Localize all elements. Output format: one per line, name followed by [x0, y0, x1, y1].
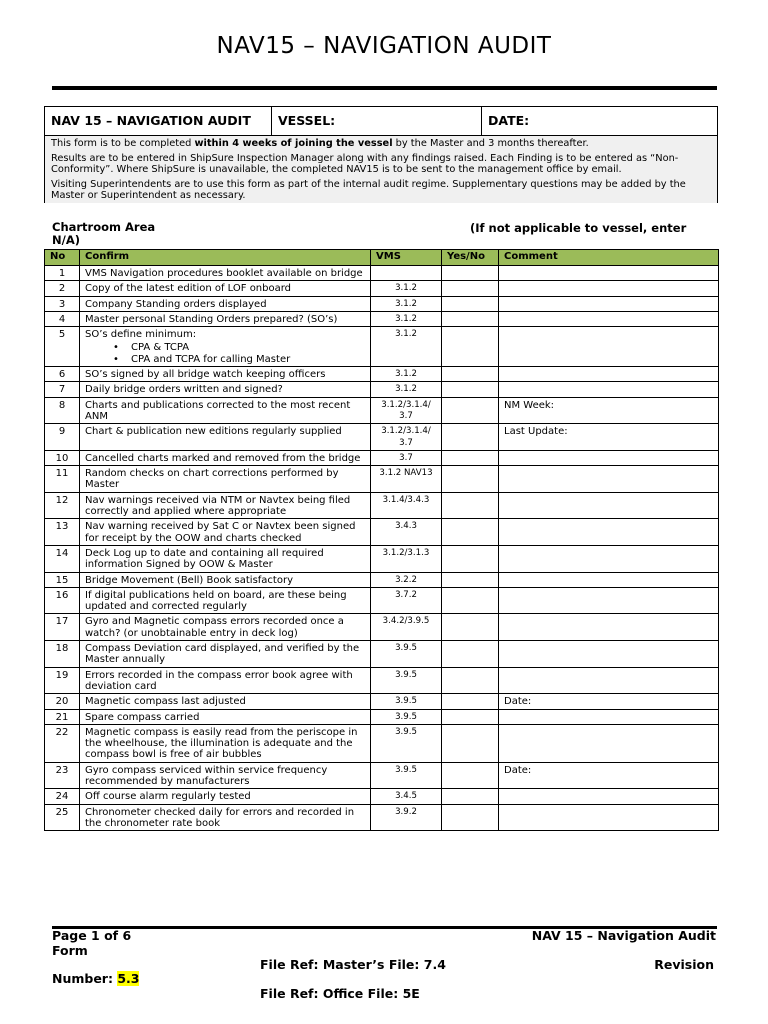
row-number: 12	[45, 492, 80, 519]
instruction-1-bold: within 4 weeks of joining the vessel	[194, 138, 393, 149]
row-comment-field[interactable]	[499, 327, 719, 367]
row-comment-field[interactable]	[499, 519, 719, 546]
row-number: 13	[45, 519, 80, 546]
row-vms-ref: 3.9.5	[371, 641, 442, 668]
row-confirm	[80, 694, 371, 709]
row-comment-field[interactable]: Date:	[499, 762, 719, 789]
row-vms-ref: 3.7	[371, 450, 442, 465]
row-confirm	[80, 519, 371, 546]
table-row	[45, 789, 719, 804]
row-comment-field[interactable]	[499, 614, 719, 641]
table-row	[45, 804, 719, 831]
table-row	[45, 296, 719, 311]
row-vms-ref: 3.9.5	[371, 667, 442, 694]
row-number: 6	[45, 367, 80, 382]
row-comment-field[interactable]	[499, 311, 719, 326]
row-comment-field[interactable]	[499, 492, 719, 519]
row-confirm	[80, 545, 371, 572]
section-note: (If not applicable to vessel, enter	[470, 221, 687, 235]
row-confirm	[80, 367, 371, 382]
row-number: 16	[45, 587, 80, 614]
row-confirm-text: Copy of the latest edition of LOF onboard	[85, 283, 292, 295]
row-number: 20	[45, 694, 80, 709]
table-row	[45, 327, 719, 367]
row-comment-field[interactable]	[499, 296, 719, 311]
row-confirm	[80, 450, 371, 465]
row-vms-ref: 3.1.2	[371, 296, 442, 311]
table-row	[45, 587, 719, 614]
row-confirm	[80, 614, 371, 641]
instructions	[45, 136, 717, 203]
row-bullet-item: • CPA & TCPA	[113, 342, 365, 353]
row-vms-ref: 3.9.5	[371, 724, 442, 762]
footer-doc-title: NAV 15 – Navigation Audit	[531, 928, 716, 943]
row-vms-ref: 3.1.2	[371, 327, 442, 367]
table-row	[45, 466, 719, 493]
row-number: 23	[45, 762, 80, 789]
instruction-1	[51, 138, 711, 150]
row-confirm-text: VMS Navigation procedures booklet available on bridge	[85, 268, 363, 279]
audit-table	[44, 249, 719, 831]
row-confirm-text: Magnetic compass is easily read from the periscope in the wheelhouse, the illumination is adequate and the compass bowl is free of air bubbles	[85, 726, 358, 761]
instruction-1-pre: This form is to be completed	[51, 138, 195, 149]
row-yesno-field[interactable]	[442, 296, 499, 311]
row-yesno-field[interactable]	[442, 789, 499, 804]
column-header-no: No	[45, 250, 80, 266]
row-confirm-text: Bridge Movement (Bell) Book satisfactory	[85, 574, 294, 586]
row-confirm-text: Deck Log up to date and containing all required information Signed by OOW & Master	[85, 547, 324, 571]
row-comment-field[interactable]: Last Update:	[499, 424, 719, 451]
row-comment-field[interactable]	[499, 724, 719, 762]
row-confirm-text: Nav warning received by Sat C or Navtex been signed for receipt by the OOW and charts checked	[85, 521, 356, 544]
row-yesno-field[interactable]	[442, 694, 499, 709]
row-confirm-text: Nav warnings received via NTM or Navtex being filed correctly and applied where appropriate	[85, 494, 351, 518]
row-confirm	[80, 327, 371, 367]
row-number: 3	[45, 296, 80, 311]
row-comment-field[interactable]: NM Week:	[499, 397, 719, 424]
row-number: 10	[45, 450, 80, 465]
row-number: 4	[45, 311, 80, 326]
row-confirm	[80, 762, 371, 789]
row-comment-field[interactable]	[499, 789, 719, 804]
row-comment-field[interactable]	[499, 804, 719, 831]
row-bullet-item: • CPA and TCPA for calling Master	[113, 354, 365, 365]
row-number: 7	[45, 382, 80, 397]
row-vms-ref: 3.7.2	[371, 587, 442, 614]
column-header-yesno: Yes/No	[442, 250, 499, 266]
row-comment-field[interactable]	[499, 367, 719, 382]
table-row	[45, 709, 719, 724]
row-confirm	[80, 424, 371, 451]
row-confirm-text: Random checks on chart corrections performed by Master	[85, 468, 339, 491]
row-confirm-text: Magnetic compass last adjusted	[85, 696, 246, 708]
footer-file-ref-office: File Ref: Office File: 5E	[260, 986, 420, 1001]
row-number: 2	[45, 281, 80, 296]
instruction-2: Results are to be entered in ShipSure Inspection Manager along with any findings raised. Each Finding is to be entered as “Non-Conformity”. Where ShipSure is unavailable, the completed NAV15 is to be sent to the management office by email.	[51, 152, 679, 175]
row-confirm-text: Master personal Standing Orders prepared? (SO’s)	[85, 313, 338, 325]
row-confirm-text: Spare compass carried	[85, 711, 200, 723]
footer-page: Page 1 of 6	[52, 928, 132, 943]
section-title-text: Chartroom Area	[52, 220, 156, 234]
footer-number-value: 5.3	[117, 971, 140, 986]
row-vms-ref: 3.2.2	[371, 572, 442, 587]
row-confirm-text: Gyro compass serviced within service frequency recommended by manufacturers	[85, 764, 328, 787]
row-yesno-field[interactable]	[442, 667, 499, 694]
section-note-line2: N/A)	[52, 232, 80, 247]
row-confirm	[80, 724, 371, 762]
table-row	[45, 614, 719, 641]
table-row	[45, 641, 719, 668]
row-vms-ref: 3.1.4/3.4.3	[371, 492, 442, 519]
table-row	[45, 450, 719, 465]
row-vms-ref: 3.9.5	[371, 694, 442, 709]
row-comment-field[interactable]	[499, 641, 719, 668]
row-comment-field[interactable]	[499, 266, 719, 281]
row-yesno-field[interactable]	[442, 641, 499, 668]
row-yesno-field[interactable]	[442, 266, 499, 281]
row-confirm-text: Compass Deviation card displayed, and verified by the Master annually	[85, 643, 360, 666]
row-confirm	[80, 667, 371, 694]
row-yesno-field[interactable]	[442, 572, 499, 587]
table-row	[45, 382, 719, 397]
row-vms-ref: 3.9.5	[371, 762, 442, 789]
row-confirm	[80, 382, 371, 397]
row-vms-ref: 3.4.3	[371, 519, 442, 546]
row-yesno-field[interactable]	[442, 709, 499, 724]
row-yesno-field[interactable]	[442, 397, 499, 424]
row-vms-ref: 3.1.2/3.1.4/ 3.7	[371, 397, 442, 424]
row-number: 1	[45, 266, 80, 281]
row-confirm-text: Chronometer checked daily for errors and recorded in the chronometer rate book	[85, 806, 355, 829]
footer-form: Form	[52, 943, 88, 958]
row-comment-field[interactable]	[499, 709, 719, 724]
row-number: 5	[45, 327, 80, 367]
table-row	[45, 424, 719, 451]
row-confirm-text: SO’s signed by all bridge watch keeping officers	[85, 369, 326, 381]
row-confirm	[80, 296, 371, 311]
row-comment-field[interactable]	[499, 450, 719, 465]
table-row	[45, 492, 719, 519]
table-row	[45, 397, 719, 424]
row-yesno-field[interactable]	[442, 519, 499, 546]
row-confirm	[80, 466, 371, 493]
instruction-1-post: by the Master and 3 months thereafter.	[392, 138, 589, 149]
row-number: 15	[45, 572, 80, 587]
row-yesno-field[interactable]	[442, 367, 499, 382]
row-confirm	[80, 587, 371, 614]
row-bullet-list	[85, 342, 365, 365]
footer-file-ref-master: File Ref: Master’s File: 7.4	[260, 957, 446, 972]
row-vms-ref: 3.1.2/3.1.4/ 3.7	[371, 424, 442, 451]
table-row	[45, 266, 719, 281]
row-number: 24	[45, 789, 80, 804]
row-yesno-field[interactable]	[442, 466, 499, 493]
row-yesno-field[interactable]	[442, 614, 499, 641]
row-confirm	[80, 281, 371, 296]
row-confirm	[80, 572, 371, 587]
form-title: NAV 15 – NAVIGATION AUDIT	[45, 107, 272, 135]
row-vms-ref: 3.4.5	[371, 789, 442, 804]
row-yesno-field[interactable]	[442, 492, 499, 519]
top-divider	[52, 86, 717, 90]
column-header-comment: Comment	[499, 250, 719, 266]
audit-table-body	[45, 266, 719, 831]
footer-number-label: Number:	[52, 971, 118, 986]
row-comment-field[interactable]	[499, 466, 719, 493]
row-yesno-field[interactable]	[442, 450, 499, 465]
row-confirm-text: Cancelled charts marked and removed from the bridge	[85, 452, 361, 464]
table-row	[45, 519, 719, 546]
header-box	[44, 106, 718, 203]
row-vms-ref: 3.1.2	[371, 311, 442, 326]
row-comment-field[interactable]	[499, 572, 719, 587]
row-confirm	[80, 492, 371, 519]
table-row	[45, 762, 719, 789]
row-confirm-text: Errors recorded in the compass error book agree with deviation card	[85, 669, 353, 692]
row-confirm-text: Chart & publication new editions regularly supplied	[85, 426, 342, 438]
row-comment-field[interactable]	[499, 587, 719, 614]
row-yesno-field[interactable]	[442, 545, 499, 572]
row-comment-field[interactable]	[499, 382, 719, 397]
row-number: 11	[45, 466, 80, 493]
row-confirm	[80, 641, 371, 668]
table-row	[45, 667, 719, 694]
row-vms-ref: 3.9.2	[371, 804, 442, 831]
row-yesno-field[interactable]	[442, 311, 499, 326]
row-vms-ref: 3.9.5	[371, 709, 442, 724]
table-row	[45, 311, 719, 326]
row-comment-field[interactable]	[499, 667, 719, 694]
row-comment-field[interactable]	[499, 281, 719, 296]
row-confirm	[80, 266, 371, 281]
row-yesno-field[interactable]	[442, 424, 499, 451]
row-number: 21	[45, 709, 80, 724]
row-confirm-text: Company Standing orders displayed	[85, 298, 267, 310]
table-header-row	[45, 250, 719, 266]
row-vms-ref	[371, 266, 442, 281]
row-number: 18	[45, 641, 80, 668]
table-row	[45, 545, 719, 572]
document-title: NAV15 – NAVIGATION AUDIT	[216, 33, 552, 59]
column-header-vms: VMS	[371, 250, 442, 266]
row-vms-ref: 3.4.2/3.9.5	[371, 614, 442, 641]
row-number: 22	[45, 724, 80, 762]
row-vms-ref: 3.1.2	[371, 367, 442, 382]
row-number: 14	[45, 545, 80, 572]
row-confirm-text: SO’s define minimum:	[85, 329, 197, 341]
date-field[interactable]: DATE:	[488, 113, 530, 128]
row-number: 17	[45, 614, 80, 641]
row-vms-ref: 3.1.2	[371, 281, 442, 296]
row-comment-field[interactable]	[499, 545, 719, 572]
row-confirm	[80, 789, 371, 804]
row-comment-field[interactable]: Date:	[499, 694, 719, 709]
row-confirm-text: If digital publications held on board, are these being updated and corrected regularly	[85, 589, 347, 613]
row-yesno-field[interactable]	[442, 327, 499, 367]
table-row	[45, 724, 719, 762]
row-confirm-text: Charts and publications corrected to the most recent ANM	[85, 399, 351, 422]
row-number: 9	[45, 424, 80, 451]
vessel-field[interactable]: VESSEL:	[272, 107, 482, 135]
section-title	[52, 221, 252, 246]
table-row	[45, 281, 719, 296]
row-confirm	[80, 397, 371, 424]
row-confirm-text: Daily bridge orders written and signed?	[85, 384, 283, 396]
footer-number	[52, 971, 139, 986]
row-confirm	[80, 709, 371, 724]
row-yesno-field[interactable]	[442, 804, 499, 831]
header-row	[45, 107, 717, 136]
row-yesno-field[interactable]	[442, 724, 499, 762]
table-row	[45, 694, 719, 709]
row-number: 8	[45, 397, 80, 424]
row-yesno-field[interactable]	[442, 382, 499, 397]
row-confirm	[80, 311, 371, 326]
row-confirm	[80, 804, 371, 831]
row-confirm-text: Gyro and Magnetic compass errors recorded once a watch? (or unobtainable entry in deck log)	[85, 616, 344, 639]
column-header-confirm: Confirm	[80, 250, 371, 266]
row-confirm-text: Off course alarm regularly tested	[85, 791, 251, 803]
instruction-3: Visiting Superintendents are to use this form as part of the internal audit regime. Supplementary questions may be added by the Master or Superintendent as necessary.	[51, 178, 686, 201]
footer-revision: Revision	[654, 957, 714, 972]
row-vms-ref: 3.1.2 NAV13	[371, 466, 442, 493]
row-yesno-field[interactable]	[442, 281, 499, 296]
row-vms-ref: 3.1.2	[371, 382, 442, 397]
row-number: 25	[45, 804, 80, 831]
row-vms-ref: 3.1.2/3.1.3	[371, 545, 442, 572]
row-yesno-field[interactable]	[442, 587, 499, 614]
table-row	[45, 367, 719, 382]
row-yesno-field[interactable]	[442, 762, 499, 789]
table-row	[45, 572, 719, 587]
row-number: 19	[45, 667, 80, 694]
